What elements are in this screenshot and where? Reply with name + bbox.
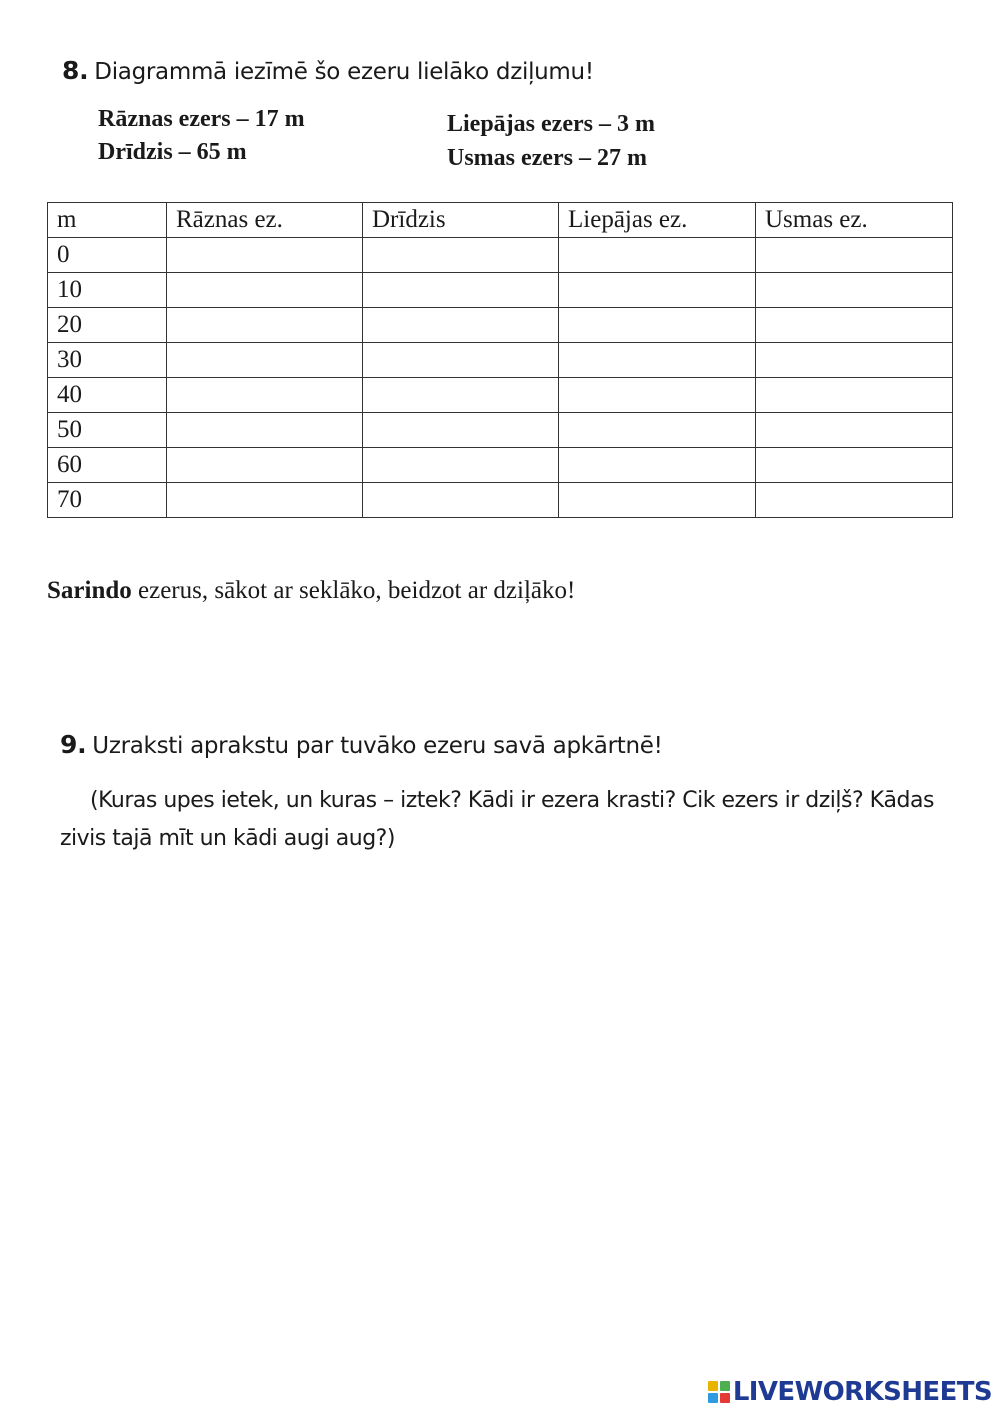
chart-cell[interactable] [167, 378, 363, 413]
chart-cell[interactable] [756, 483, 953, 518]
chart-cell[interactable] [167, 308, 363, 343]
header-cell-raznas: Rāznas ez. [167, 203, 363, 238]
depth-label: 50 [48, 413, 167, 448]
header-cell-usmas: Usmas ez. [756, 203, 953, 238]
chart-cell[interactable] [559, 413, 756, 448]
chart-cell[interactable] [756, 378, 953, 413]
chart-cell[interactable] [756, 238, 953, 273]
task-8-instruction: Diagrammā iezīmē šo ezeru lielāko dziļumu! [94, 59, 594, 85]
chart-cell[interactable] [559, 448, 756, 483]
chart-cell[interactable] [559, 308, 756, 343]
chart-cell[interactable] [756, 448, 953, 483]
chart-cell[interactable] [559, 378, 756, 413]
header-cell-liepajas: Liepājas ez. [559, 203, 756, 238]
table-row [48, 483, 953, 518]
liveworksheets-icon [708, 1381, 730, 1403]
chart-cell[interactable] [559, 343, 756, 378]
depth-label: 70 [48, 483, 167, 518]
logo-square-icon [708, 1393, 718, 1403]
chart-cell[interactable] [559, 483, 756, 518]
fact-usmas: Usmas ezers – 27 m [447, 145, 647, 171]
logo-square-icon [708, 1381, 718, 1391]
task-9-number: 9. [60, 730, 87, 759]
table-row [48, 378, 953, 413]
task-9-instruction: Uzraksti aprakstu par tuvāko ezeru savā apkārtnē! [92, 733, 663, 759]
logo-square-icon [720, 1393, 730, 1403]
sort-instruction [47, 577, 575, 605]
fact-dridzis: Drīdzis – 65 m [98, 139, 247, 165]
chart-cell[interactable] [363, 238, 559, 273]
chart-cell[interactable] [756, 308, 953, 343]
depth-label: 0 [48, 238, 167, 273]
depth-label: 10 [48, 273, 167, 308]
table-header-row [48, 203, 953, 238]
logo-square-icon [720, 1381, 730, 1391]
sort-text: ezerus, sākot ar seklāko, beidzot ar dziļāko! [131, 577, 576, 604]
chart-cell[interactable] [363, 308, 559, 343]
depth-label: 20 [48, 308, 167, 343]
chart-cell[interactable] [756, 413, 953, 448]
table-row [48, 238, 953, 273]
liveworksheets-wordmark: LIVEWORKSHEETS [732, 1377, 992, 1407]
depth-label: 30 [48, 343, 167, 378]
table-row [48, 343, 953, 378]
task-8-heading [62, 56, 594, 85]
chart-cell[interactable] [363, 448, 559, 483]
chart-cell[interactable] [363, 378, 559, 413]
chart-cell[interactable] [167, 343, 363, 378]
chart-cell[interactable] [167, 273, 363, 308]
fact-liepajas: Liepājas ezers – 3 m [447, 111, 655, 137]
header-cell-dridzis: Drīdzis [363, 203, 559, 238]
table-row [48, 308, 953, 343]
task-9-heading [60, 730, 663, 759]
chart-cell[interactable] [167, 413, 363, 448]
table-row [48, 273, 953, 308]
chart-cell[interactable] [167, 238, 363, 273]
chart-cell[interactable] [363, 343, 559, 378]
depth-label: 40 [48, 378, 167, 413]
chart-cell[interactable] [756, 273, 953, 308]
task-8-number: 8. [62, 56, 89, 85]
depth-chart-table [47, 202, 953, 518]
fact-raznas: Rāznas ezers – 17 m [98, 106, 305, 132]
task-9-prompt: (Kuras upes ietek, un kuras – iztek? Kādi ir ezera krasti? Cik ezers ir dziļš? Kādas zivis tajā mīt un kādi augi aug?) [60, 788, 934, 851]
chart-cell[interactable] [363, 483, 559, 518]
chart-cell[interactable] [167, 448, 363, 483]
chart-cell[interactable] [756, 343, 953, 378]
chart-cell[interactable] [559, 238, 756, 273]
liveworksheets-logo [708, 1377, 992, 1407]
chart-cell[interactable] [167, 483, 363, 518]
header-cell-depth-unit: m [48, 203, 167, 238]
chart-cell[interactable] [559, 273, 756, 308]
chart-cell[interactable] [363, 413, 559, 448]
sort-keyword: Sarindo [47, 577, 132, 604]
table-row [48, 448, 953, 483]
table-row [48, 413, 953, 448]
chart-cell[interactable] [363, 273, 559, 308]
depth-label: 60 [48, 448, 167, 483]
